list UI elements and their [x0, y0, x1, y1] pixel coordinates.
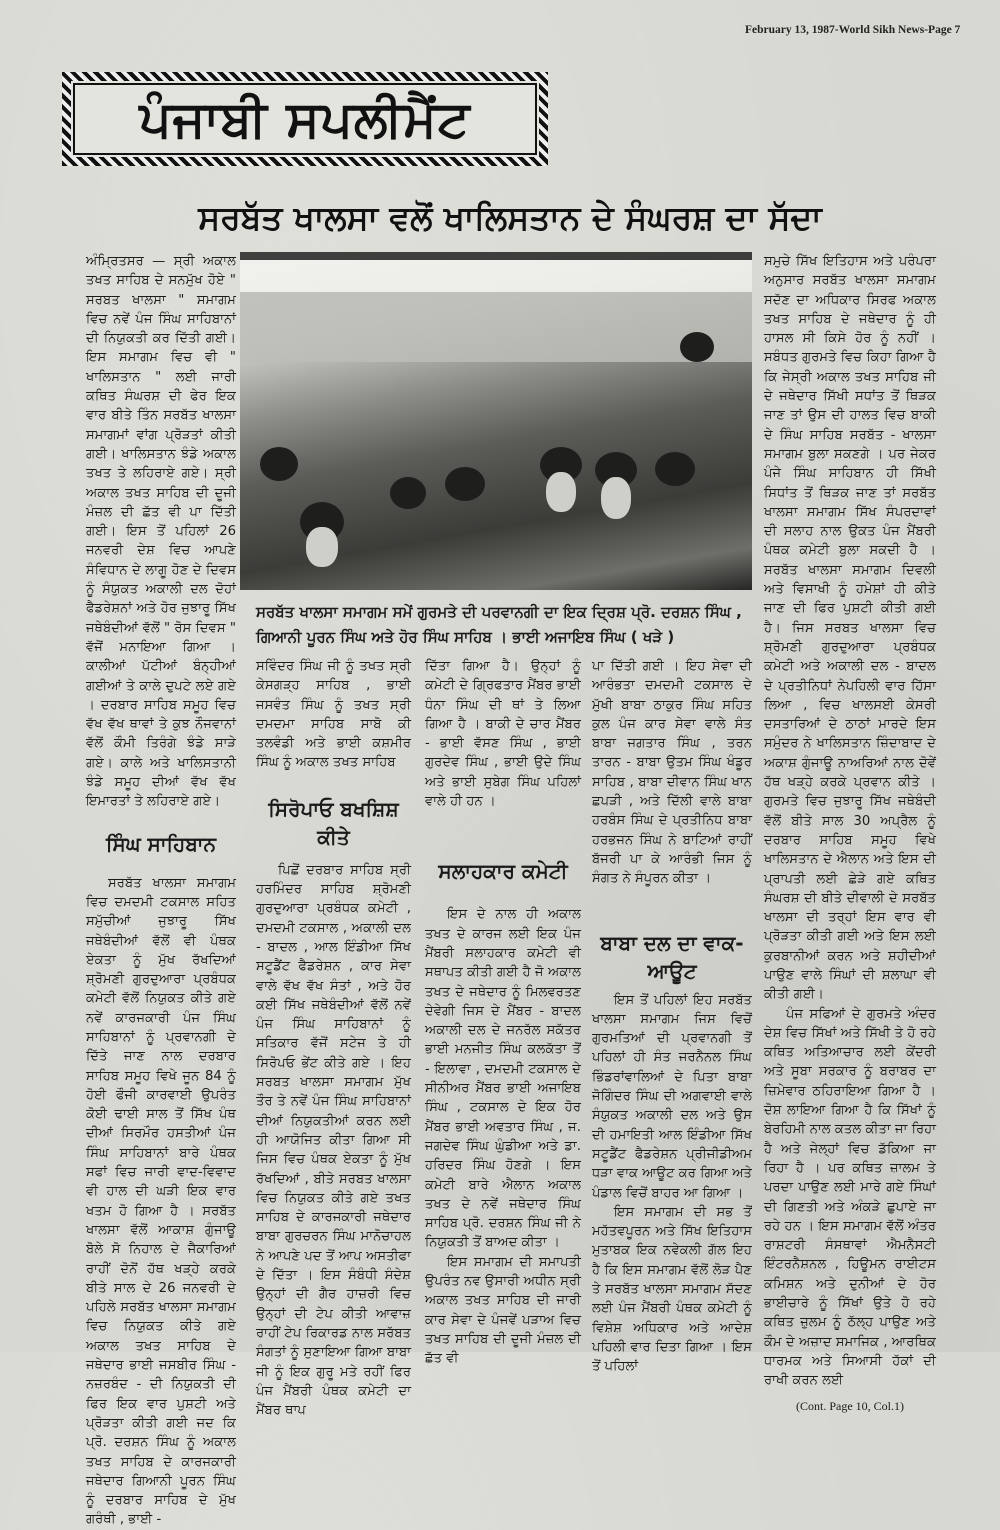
paragraph: ਪਿਛੋਂ ਦਰਬਾਰ ਸਾਹਿਬ ਸ੍ਰੀ ਹਰਮਿੰਦਰ ਸਾਹਿਬ ਸ਼੍ਰੋਮਣੀ ਗੁਰਦੁਆਰਾ ਪ੍ਰਬੰਧਕ ਕਮੇਟੀ , ਦਮਦਮੀ ਟਕਸਾਲ , ਅਕਾਲੀ ਦਲ - ਬਾਦਲ , ਆਲ ਇੰਡੀਆ ਸਿੱਖ ਸਟੂਡੈਂਟ ਫੈਡਰੇਸ਼ਨ , ਕਾਰ ਸੇਵਾ ਵਾਲੇ ਵੱਖ ਵੱਖ ਸੰਤਾਂ , ਅਤੇ ਹੋਰ ਕਈ ਸਿੱਖ ਜਥੇਬੰਦੀਆਂ ਵੱਲੋਂ ਨਵੇਂ ਪੰਜ ਸਿੰਘ ਸਾਹਿਬਾਨਾਂ ਨੂੰ ਸਤਿਕਾਰ ਵੱਜੋਂ ਸਟੇਜ ਤੇ ਹੀ ਸਿਰੋਪਓ ਭੇਂਟ ਕੀਤੇ ਗਏ । ਇਹ ਸਰਬਤ ਖਾਲਸਾ ਸਮਾਗਮ ਮੁੱਖ ਤੌਰ ਤੇ ਨਵੇਂ ਪੰਜ ਸਿੰਘ ਸਾਹਿਬਾਨਾਂ ਦੀਆਂ ਨਿਯੁਕਤੀਆਂ ਕਰਨ ਲਈ ਹੀ ਆਯੋਜਿਤ ਕੀਤਾ ਗਿਆ ਸੀ ਜਿਸ ਵਿਚ ਪੰਥਕ ਏਕਤਾ ਨੂੰ ਮੁੱਖ ਰੱਖਦਿਆਂ , ਬੀਤੇ ਸਰਬਤ ਖਾਲਸਾ ਵਿਚ ਨਿਯੁਕਤ ਕੀਤੇ ਗਏ ਤਖਤ ਸਾਹਿਬ ਦੇ ਕਾਰਜਕਾਰੀ ਜਥੇਦਾਰ ਬਾਬਾ ਗੁਰਚਰਨ ਸਿੰਘ ਮਾਨੋਚਾਹਲ ਨੇ ਆਪਣੇ ਪਦ ਤੋਂ ਆਪ ਅਸਤੀਫਾ ਦੇ ਦਿੱਤਾ । ਇਸ ਸੰਬੰਧੀ ਸੰਦੇਸ਼ ਉਨ੍ਹਾਂ ਦੀ ਗੈਰ ਹਾਜ਼ਰੀ ਵਿਚ ਉਨ੍ਹਾਂ ਦੀ ਟੇਪ ਕੀਤੀ ਆਵਾਜ਼ ਰਾਹੀਂ ਟੇਪ ਰਿਕਾਰਡ ਨਾਲ ਸਰੱਬਤ ਸੰਗਤਾਂ ਨੂੰ ਸੁਣਾਇਆ ਗਿਆ ਬਾਬਾ ਜੀ ਨੂੰ ਇਕ ਗੁਰੂ ਮਤੇ ਰਹੀਂ ਫਿਰ ਪੰਜ ਮੈਂਬਰੀ ਪੰਥਕ ਕਮੇਟੀ ਦਾ ਮੈਂਬਰ ਥਾਪ: [256, 862, 411, 1419]
paragraph: ਇਸ ਸਮਾਗਮ ਦੀ ਸਭ ਤੋਂ ਮਹੱਤਵਪੂਰਨ ਅਤੇ ਸਿੱਖ ਇਤਿਹਾਸ ਮੁਤਾਬਕ ਇਕ ਨਵੇਕਲੀ ਗੱਲ ਇਹ ਹੈ ਕਿ ਇਸ ਸਮਾਗਮ ਵੱਲੋਂ ਲੋੜ ਪੈਣ ਤੇ ਸਰਬੱਤ ਖਾਲਸਾ ਸਮਾਗਮ ਸੱਦਣ ਲਈ ਪੰਜ ਮੈਂਬਰੀ ਪੰਥਕ ਕਮੇਟੀ ਨੂੰ ਵਿਸ਼ੇਸ਼ ਅਧਿਕਾਰ ਅਤੇ ਆਦੇਸ਼ ਪਹਿਲੀ ਵਾਰ ਦਿਤਾ ਗਿਆ । ਇਸ ਤੋਂ ਪਹਿਲਾਂ: [592, 1204, 752, 1375]
column-3: [425, 657, 581, 1369]
masthead: [62, 72, 548, 166]
column-4: [592, 657, 752, 1377]
crowd-photo: [240, 252, 752, 590]
section-heading: ਬਾਬਾ ਦਲ ਦਾ ਵਾਕ- ਆਊਟ: [600, 930, 744, 983]
photo-figure: [601, 477, 631, 519]
paragraph: ਇਸ ਤੋਂ ਪਹਿਲਾਂ ਇਹ ਸਰਬੱਤ ਖਾਲਸਾ ਸਮਾਗਮ ਜਿਸ ਵਿਚੋਂ ਗੁਰਮਤਿਆਂ ਦੀ ਪ੍ਰਵਾਨਗੀ ਤੋਂ ਪਹਿਲਾਂ ਹੀ ਸੰਤ ਜਰਨੈਨਲ ਸਿੰਘ ਭਿੰਡਰਾਂਵਾਲਿਆਂ ਦੇ ਪਿਤਾ ਬਾਬਾ ਜੋਗਿੰਦਰ ਸਿੰਘ ਦੀ ਅਗਵਾਈ ਵਾਲੇ ਸੰਯੁਕਤ ਅਕਾਲੀ ਦਲ ਅਤੇ ਉਸ ਦੀ ਹਮਾਇਤੀ ਆਲ ਇੰਡੀਆ ਸਿੱਖ ਸਟੂਡੈਂਟ ਫੈਡਰੇਸ਼ਨ ਪ੍ਰੀਜੀਡੀਅਮ ਧੜਾ ਵਾਕ ਆਊਟ ਕਰ ਗਿਆ ਅਤੇ ਪੰਡਾਲ ਵਿਚੋਂ ਬਾਹਰ ਆ ਗਿਆ ।: [592, 992, 752, 1201]
paragraph: ਪੰਜ ਸਫਿਆਂ ਦੇ ਗੁਰਮਤੇ ਅੰਦਰ ਦੇਸ਼ ਵਿਚ ਸਿੱਖਾਂ ਅਤੇ ਸਿੱਖੀ ਤੇ ਹੋ ਰਹੇ ਕਥਿਤ ਅਤਿਆਚਾਰ ਲਈ ਕੇਂਦਰੀ ਅਤੇ ਸੂਬਾ ਸਰਕਾਰ ਨੂੰ ਬਰਾਬਰ ਦਾ ਜ਼ਿਮੇਵਾਰ ਠਹਿਰਾਇਆ ਗਿਆ ਹੈ । ਦੋਸ਼ ਲਾਇਆ ਗਿਆ ਹੈ ਕਿ ਸਿੱਖਾਂ ਨੂੰ ਬੇਰਹਿਮੀ ਨਾਲ ਕਤਲ ਕੀਤਾ ਜਾ ਰਿਹਾ ਹੈ ਅਤੇ ਜੇਲ੍ਹਾਂ ਵਿਚ ਡੱਕਿਆ ਜਾ ਰਿਹਾ ਹੈ । ਪਰ ਕਥਿਤ ਜ਼ਾਲਮ ਤੇ ਪਰਦਾ ਪਾਉਣ ਲਈ ਮਾਰੇ ਗਏ ਸਿੰਘਾਂ ਦੀ ਗਿਣਤੀ ਅਤੇ ਅੰਕੜੇ ਛੁਪਾਏ ਜਾ ਰਹੇ ਹਨ । ਇਸ ਸਮਾਗਮ ਵੱਲੋਂ ਅੰਤਰ ਰਾਸ਼ਟਰੀ ਸੰਸਥਾਵਾਂ ਐਮਨੈਸਟੀ ਇੰਟਰਨੈਸ਼ਨਲ , ਹਿਊਮਨ ਰਾਈਟਸ ਕਮਿਸ਼ਨ ਅਤੇ ਦੁਨੀਆਂ ਦੇ ਹੋਰ ਭਾਈਚਾਰੇ ਨੂੰ ਸਿੱਖਾਂ ਉਤੇ ਹੋ ਰਹੇ ਕਥਿਤ ਜ਼ੁਲਮ ਨੂੰ ਠੱਲ੍ਹ ਪਾਉਣ ਅਤੇ ਕੌਮ ਦੇ ਅਜ਼ਾਦ ਸਮਾਜਿਕ , ਆਰਥਿਕ ਧਾਰਮਕ ਅਤੇ ਸਿਆਸੀ ਹੱਕਾਂ ਦੀ ਰਾਖੀ ਕਰਨ ਲਈ: [764, 1006, 936, 1389]
paragraph: ਇਸ ਦੇ ਨਾਲ ਹੀ ਅਕਾਲ ਤਖਤ ਦੇ ਕਾਰਜ ਲਈ ਇਕ ਪੰਜ ਮੈਂਬਰੀ ਸਲਾਹਕਾਰ ਕਮੇਟੀ ਵੀ ਸਥਾਪਤ ਕੀਤੀ ਗਈ ਹੈ ਜੋ ਅਕਾਲ ਤਖਤ ਦੇ ਜਥੇਦਾਰ ਨੂੰ ਮਿਲਵਰਤਣ ਦੇਵੇਗੀ ਜਿਸ ਦੇ ਮੈਂਬਰ - ਬਾਦਲ ਅਕਾਲੀ ਦਲ ਦੇ ਜਨਰੱਲ ਸਕੱਤਰ ਭਾਈ ਮਨਜੀਤ ਸਿੰਘ ਕਲਕੱਤਾ ਤੋਂ - ਇਲਾਵਾ , ਦਮਦਮੀ ਟਕਸਾਲ ਦੇ ਸੀਨੀਅਰ ਮੈਂਬਰ ਭਾਈ ਅਜਾਇਬ ਸਿੰਘ , ਟਕਸਾਲ ਦੇ ਇਕ ਹੋਰ ਮੈਂਬਰ ਭਾਈ ਅਵਤਾਰ ਸਿੰਘ , ਜ. ਜਗਦੇਵ ਸਿੰਘ ਘੁੰਡੀਆ ਅਤੇ ਡਾ. ਹਰਿਦਰ ਸਿੰਘ ਹੋਣਗੇ । ਇਸ ਕਮੇਟੀ ਬਾਰੇ ਐਲਾਨ ਅਕਾਲ ਤਖਤ ਦੇ ਨਵੇਂ ਜਥੇਦਾਰ ਸਿੰਘ ਸਾਹਿਬ ਪ੍ਰੋ. ਦਰਸ਼ਨ ਸਿੰਘ ਜੀ ਨੇ ਨਿਯੁਕਤੀ ਤੋਂ ਬਾਅਦ ਕੀਤਾ ।: [425, 907, 581, 1251]
paragraph: ਸਮੁਚੇ ਸਿੱਖ ਇਤਿਹਾਸ ਅਤੇ ਪਰੰਪਰਾ ਅਨੁਸਾਰ ਸਰਬੱਤ ਖਾਲਸਾ ਸਮਾਗਮ ਸਦੱਣ ਦਾ ਅਧਿਕਾਰ ਸਿਰਫ ਅਕਾਲ ਤਖਤ ਸਾਹਿਬ ਦੇ ਜਥੇਦਾਰ ਨੂੰ ਹੀ ਹਾਸਲ ਸੀ ਕਿਸੇ ਹੋਰ ਨੂੰ ਨਹੀਂ । ਸਬੰਧਤ ਗੁਰਮਤੇ ਵਿਚ ਕਿਹਾ ਗਿਆ ਹੈ ਕਿ ਜੇਸ੍ਰੀ ਅਕਾਲ ਤਖਤ ਸਾਹਿਬ ਜੀ ਦੇ ਜਥੇਦਾਰ ਸਿੱਖੀ ਸਧਾਂਤ ਤੋਂ ਥਿੜਕ ਜਾਣ ਤਾਂ ਉਸ ਦੀ ਹਾਲਤ ਵਿਚ ਬਾਕੀ ਦੇ ਸਿੰਘ ਸਾਹਿਬ ਸਰਬੱਤ - ਖਾਲਸਾ ਸਮਾਗਮ ਬੁਲਾ ਸਕਣਗੇ । ਪਰ ਜੇਕਰ ਪੰਜੇ ਸਿੰਘ ਸਾਹਿਬਾਨ ਹੀ ਸਿੱਖੀ ਸਿਧਾਂਤ ਤੋਂ ਥਿੜਕ ਜਾਣ ਤਾਂ ਸਰਬੱਤ ਖਾਲਸਾ ਸਮਾਗਮ ਸਿੱਖ ਸੰਪਰਦਾਵਾਂ ਦੀ ਸਲਾਹ ਨਾਲ ਉਕਤ ਪੰਜ ਮੈਂਬਰੀ ਪੰਥਕ ਕਮੇਟੀ ਬੁਲਾ ਸਕਦੀ ਹੈ । ਸਰਬੱਤ ਖਾਲਸਾ ਸਮਾਗਮ ਦਿਵਲੀ ਅਤੇ ਵਿਸਾਖੀ ਨੂੰ ਹਮੇਸ਼ਾਂ ਹੀ ਕੀਤੇ ਜਾਣ ਦੀ ਫਿਰ ਪੁਸ਼ਟੀ ਕੀਤੀ ਗਈ ਹੈ। ਜਿਸ ਸਰਬਤ ਖਾਲਸਾ ਵਿਚ ਸ਼੍ਰੋਮਣੀ ਗੁਰਦੁਆਰਾ ਪ੍ਰਬੰਧਕ ਕਮੇਟੀ ਅਤੇ ਅਕਾਲੀ ਦਲ - ਬਾਦਲ ਦੇ ਪ੍ਰਤੀਨਿਧਾਂ ਨੇਪਹਿਲੀ ਵਾਰ ਹਿੱਸਾ ਲਿਆ , ਵਿਚ ਖਾਲਸਈ ਕੇਸਰੀ ਦਸਤਾਰਿਆਂ ਦੇ ਠਾਠਾਂ ਮਾਰਦੇ ਇਸ ਸਮੁੰਦਰ ਨੇ ਖਾਲਿਸਤਾਨ ਜ਼ਿੰਦਾਬਾਦ ਦੇ ਅਕਾਸ਼ ਗੁੰਜਾਊ ਨਾਅਰਿਆਂ ਨਾਲ ਦੋਵੇਂ ਹੱਥ ਖੜ੍ਹੇ ਕਰਕੇ ਪ੍ਰਵਾਨ ਕੀਤੇ । ਗੁਰਮਤੇ ਵਿਚ ਜੁਝਾਰੂ ਸਿੱਖ ਜਥੇਬੰਦੀ ਵੱਲੋਂ ਬੀਤੇ ਸਾਲ 30 ਅਪ੍ਰੈਲ ਨੂੰ ਦਰਬਾਰ ਸਾਹਿਬ ਸਮੂਹ ਵਿਖੇ ਖਾਲਿਸਤਾਨ ਦੇ ਐਲਾਨ ਅਤੇ ਇਸ ਦੀ ਪ੍ਰਾਪਤੀ ਲਈ ਛੇੜੇ ਗਏ ਕਥਿਤ ਸੰਘਰਸ਼ ਦੀ ਬੀਤੇ ਦੀਵਾਲੀ ਦੇ ਸਰਬੱਤ ਖਾਲਸਾ ਦੀ ਤਰ੍ਹਾਂ ਇਸ ਵਾਰ ਵੀ ਪ੍ਰੋੜਤਾ ਕੀਤੀ ਗਈ ਅਤੇ ਇਸ ਲਈ ਕੁਰਬਾਨੀਆਂ ਕਰਨ ਅਤੇ ਸ਼ਹੀਦੀਆਂ ਪਾਉਣ ਵਾਲੇ ਸਿੰਘਾਂ ਦੀ ਸ਼ਲਾਘਾ ਵੀ ਕੀਤੀ ਗਈ।: [764, 254, 936, 1003]
photo-figure: [445, 467, 485, 501]
continued-note: (Cont. Page 10, Col.1): [796, 1398, 904, 1413]
column-1: [86, 252, 236, 1530]
paragraph: ਸਵਿੰਦਰ ਸਿੰਘ ਜੀ ਨੂੰ ਤਖਤ ਸ੍ਰੀ ਕੇਸਗੜ੍ਹ ਸਾਹਿਬ , ਭਾਈ ਜਸਵੰਤ ਸਿੰਘ ਨੂੰ ਤਖਤ ਸ੍ਰੀ ਦਮਦਮਾ ਸਾਹਿਬ ਸਾਬੋ ਕੀ ਤਲਵੰਡੀ ਅਤੇ ਭਾਈ ਕਸ਼ਮੀਰ ਸਿੰਘ ਨੂੰ ਅਕਾਲ ਤਖਤ ਸਾਹਿਬ: [256, 659, 411, 771]
section-heading: ਸਿੰਘ ਸਾਹਿਬਾਨ: [105, 831, 217, 856]
photo-figure: [546, 472, 576, 512]
paragraph: ਦਿੱਤਾ ਗਿਆ ਹੈ। ਉਨ੍ਹਾਂ ਨੂੰ ਕਮੇਟੀ ਦੇ ਗ੍ਰਿਫਤਾਰ ਮੈਂਬਰ ਭਾਈ ਧੰਨਾ ਸਿੰਘ ਦੀ ਥਾਂ ਤੇ ਲਿਆ ਗਿਆ ਹੈ । ਬਾਕੀ ਦੇ ਚਾਰ ਮੈਂਬਰ - ਭਾਈ ਵੱਸਣ ਸਿੰਘ , ਭਾਈ ਗੁਰਦੇਵ ਸਿੰਘ , ਭਾਈ ਉਦੇ ਸਿੰਘ ਅਤੇ ਭਾਈ ਸੁਬੇਗ ਸਿੰਘ ਪਹਿਲਾਂ ਵਾਲੇ ਹੀ ਹਨ ।: [425, 659, 581, 810]
photo-caption: ਸਰਬੱਤ ਖਾਲਸਾ ਸਮਾਗਮ ਸਮੇਂ ਗੁਰਮਤੇ ਦੀ ਪਰਵਾਨਗੀ ਦਾ ਇਕ ਦ੍ਰਿਸ਼ ਪ੍ਰੋ. ਦਰਸ਼ਨ ਸਿੰਘ , ਗਿਆਨੀ ਪੂਰਨ ਸਿੰਘ ਅਤੇ ਹੋਰ ਸਿੰਘ ਸਾਹਿਬ । ਭਾਈ ਅਜਾਇਬ ਸਿੰਘ ( ਖੜੇ ): [256, 603, 742, 646]
article-lead: ਅੰਮ੍ਰਿਤਸਰ — ਸ੍ਰੀ ਅਕਾਲ ਤਖਤ ਸਾਹਿਬ ਦੇ ਸਨਮੁੱਖ ਹੋਏ " ਸਰਬਤ ਖਾਲਸਾ " ਸਮਾਗਮ ਵਿਚ ਨਵੇਂ ਪੰਜ ਸਿੰਘ ਸਾਹਿਬਾਨਾਂ ਦੀ ਨਿਯੁਕਤੀ ਕਰ ਦਿੱਤੀ ਗਈ। ਇਸ ਸਮਾਗਮ ਵਿਚ ਵੀ " ਖਾਲਿਸਤਾਨ " ਲਈ ਜਾਰੀ ਕਥਿਤ ਸੰਘਰਸ਼ ਦੀ ਫੇਰ ਇਕ ਵਾਰ ਬੀਤੇ ਤਿੰਨ ਸਰਬੱਤ ਖਾਲਸਾ ਸਮਾਗਮਾਂ ਵਾਂਗ ਪ੍ਰੋੜਤਾਂ ਕੀਤੀ ਗਈ। ਖਾਲਿਸਤਾਨ ਝੰਡੇ ਅਕਾਲ ਤਖਤ ਤੇ ਲਹਿਰਾਏ ਗਏ। ਸ੍ਰੀ ਅਕਾਲ ਤਖਤ ਸਾਹਿਬ ਦੀ ਦੂਜੀ ਮੰਜ਼ਲ ਦੀ ਛੱਤ ਵੀ ਪਾ ਦਿੱਤੀ ਗਈ। ਇਸ ਤੋਂ ਪਹਿਲਾਂ 26 ਜਨਵਰੀ ਦੇਸ਼ ਵਿਚ ਆਪਣੇ ਸੰਵਿਧਾਨ ਦੇ ਲਾਗੂ ਹੋਣ ਦੇ ਦਿਵਸ ਨੂੰ ਸੰਯੁਕਤ ਅਕਾਲੀ ਦਲ ਦੋਹਾਂ ਫੈਡਰੇਸ਼ਨਾਂ ਅਤੇ ਹੋਰ ਜੁਝਾਰੂ ਸਿੱਖ ਜਥੇਬੰਦੀਆਂ ਵੱਲੋਂ " ਰੋਸ ਦਿਵਸ " ਵੱਜੋਂ ਮਨਾਇਆ ਗਿਆ । ਕਾਲੀਆਂ ਪੱਟੀਆਂ ਬੰਨ੍ਹੀਆਂ ਗਈਆਂ ਤੇ ਕਾਲੇ ਦੁਪਟੇ ਲਏ ਗਏ । ਦਰਬਾਰ ਸਾਹਿਬ ਸਮੂਹ ਵਿਚ ਵੱਖ ਵੱਖ ਥਾਵਾਂ ਤੇ ਕੁਝ ਨੌਜਵਾਨਾਂ ਵੱਲੋਂ ਕੌਮੀ ਤਿਰੰਗੇ ਝੰਡੇ ਸਾੜੇ ਗਏ। ਕਾਲੇ ਅਤੇ ਖਾਲਿਸਤਾਨੀ ਝੰਡੇ ਸਮੂਹ ਦੀਆਂ ਵੱਖ ਵੱਖ ਇਮਾਰਤਾਂ ਤੇ ਲਹਿਰਾਏ ਗਏ।: [86, 254, 236, 810]
dateline: February 13, 1987-World Sikh News-Page 7: [745, 24, 961, 36]
photo-figure: [260, 447, 298, 481]
photo-figure: [680, 332, 714, 362]
section-heading: ਸਲਾਹਕਾਰ ਕਮੇਟੀ: [438, 859, 568, 884]
paragraph: ਸਰਬੱਤ ਖਾਲਸਾ ਸਮਾਗਮ ਵਿਚ ਦਮਦਮੀ ਟਕਸਾਲ ਸਹਿਤ ਸਮੁੱਚੀਆਂ ਜੁਝਾਰੂ ਸਿੱਖ ਜਥੇਬੰਦੀਆਂ ਵੱਲੋਂ ਵੀ ਪੰਥਕ ਏਕਤਾ ਨੂੰ ਮੁੱਖ ਰੱਖਦਿਆਂ ਸ਼੍ਰੋਮਣੀ ਗੁਰਦੁਆਰਾ ਪ੍ਰਬੰਧਕ ਕਮੇਟੀ ਵੱਲੋਂ ਨਿਯੁਕਤ ਕੀਤੇ ਗਏ ਨਵੇਂ ਕਾਰਜਕਾਰੀ ਪੰਜ ਸਿੰਘ ਸਾਹਿਬਾਨਾਂ ਨੂੰ ਪ੍ਰਵਾਨਗੀ ਦੇ ਦਿੱਤੇ ਜਾਣ ਨਾਲ ਦਰਬਾਰ ਸਾਹਿਬ ਸਮੂਹ ਵਿਖੇ ਜੂਨ 84 ਨੂੰ ਹੋਈ ਫੌਜੀ ਕਾਰਵਾਈ ਉਪਰੰਤ ਕੋਈ ਢਾਈ ਸਾਲ ਤੋਂ ਸਿੱਖ ਪੰਥ ਦੀਆਂ ਸਿਰਮੌਰ ਹਸਤੀਆਂ ਪੰਜ ਸਿੰਘ ਸਾਹਿਬਾਨਾਂ ਬਾਰੇ ਪੰਥਕ ਸਫਾਂ ਵਿਚ ਜਾਰੀ ਵਾਦ-ਵਿਵਾਦ ਵੀ ਹਾਲ ਦੀ ਘੜੀ ਇਕ ਵਾਰ ਖਤਮ ਹੋ ਗਿਆ ਹੈ । ਸਰਬੱਤ ਖਾਲਸਾ ਵੱਲੋਂ ਆਕਾਸ਼ ਗੁੰਜਾਊ ਬੋਲੇ ਸੋ ਨਿਹਾਲ ਦੇ ਜੈਕਾਰਿਆਂ ਰਾਹੀਂ ਦੋਨੋਂ ਹੱਥ ਖੜ੍ਹੇ ਕਰਕੇ ਬੀਤੇ ਸਾਲ ਦੇ 26 ਜਨਵਰੀ ਦੇ ਪਹਿਲੇ ਸਰਬੱਤ ਖਾਲਸਾ ਸਮਾਗਮ ਵਿਚ ਨਿਯੁਕਤ ਕੀਤੇ ਗਏ ਅਕਾਲ ਤਖਤ ਸਾਹਿਬ ਦੇ ਜਥੇਦਾਰ ਭਾਈ ਜਸਬੀਰ ਸਿੰਘ - ਨਜ਼ਰਬੰਦ - ਦੀ ਨਿਯੁਕਤੀ ਦੀ ਫਿਰ ਇਕ ਵਾਰ ਪੁਸ਼ਟੀ ਅਤੇ ਪ੍ਰੋੜਤਾ ਕੀਤੀ ਗਈ ਜਦ ਕਿ ਪ੍ਰੋ. ਦਰਸ਼ਨ ਸਿੰਘ ਨੂੰ ਅਕਾਲ ਤਖਤ ਸਾਹਿਬ ਦੇ ਕਾਰਜਕਾਰੀ ਜਥੇਦਾਰ ਗਿਆਨੀ ਪੂਰਨ ਸਿੰਘ ਨੂੰ ਦਰਬਾਰ ਸਾਹਿਬ ਦੇ ਮੁੱਖ ਗਰੰਥੀ , ਭਾਈ -: [86, 875, 236, 1528]
headline: ਸਰਬੱਤ ਖਾਲਸਾ ਵਲੋਂ ਖਾਲਿਸਤਾਨ ਦੇ ਸੰਘਰਸ਼ ਦਾ ਸੱਦਾ: [198, 198, 822, 237]
photo-figure: [390, 477, 426, 509]
photo-figure: [306, 527, 338, 567]
paragraph: ਪਾ ਦਿੱਤੀ ਗਈ । ਇਹ ਸੇਵਾ ਦੀ ਆਰੰਭਤਾ ਦਮਦਮੀ ਟਕਸਾਲ ਦੇ ਮੁੱਖੀ ਬਾਬਾ ਠਾਕੁਰ ਸਿੰਘ ਸਹਿਤ ਕੁਲ ਪੰਜ ਕਾਰ ਸੇਵਾ ਵਾਲੇ ਸੰਤ ਬਾਬਾ ਜਗਤਾਰ ਸਿੰਘ , ਤਰਨ ਤਾਰਨ - ਬਾਬਾ ਉਤਮ ਸਿੰਘ ਖੰਡੂਰ ਸਾਹਿਬ , ਬਾਬਾ ਦੀਵਾਨ ਸਿੰਘ ਖਾਨ ਛਪੜੀ , ਅਤੇ ਦਿੱਲੀ ਵਾਲੇ ਬਾਬਾ ਹਰਬੰਸ ਸਿੰਘ ਦੇ ਪ੍ਰਤੀਨਿਧ ਬਾਬਾ ਹਰਭਜਨ ਸਿੰਘ ਨੇ ਬਾਟਿਆਂ ਰਾਹੀਂ ਬੱਜਰੀ ਪਾ ਕੇ ਆਰੰਭੀ ਜਿਸ ਨੂੰ ਸੰਗਤ ਨੇ ਸੰਪੂਰਨ ਕੀਤਾ ।: [592, 659, 752, 887]
tent-canopy: [240, 252, 752, 362]
photo-figure: [655, 452, 695, 486]
paragraph: ਇਸ ਸਮਾਗਮ ਦੀ ਸਮਾਪਤੀ ਉਪਰੰਤ ਨਵ ਉਸਾਰੀ ਅਧੀਨ ਸ੍ਰੀ ਅਕਾਲ ਤਖਤ ਸਾਹਿਬ ਦੀ ਜਾਰੀ ਕਾਰ ਸੇਵਾ ਦੇ ਪੰਜਵੇਂ ਪੜਾਅ ਵਿਚ ਤਖਤ ਸਾਹਿਬ ਦੀ ਦੂਜੀ ਮੰਜ਼ਲ ਦੀ ਛੱਤ ਵੀ: [425, 1254, 581, 1367]
section-heading: ਸਿਰੋਪਾਓ ਬਖਸ਼ਿਸ਼ ਕੀਤੇ: [268, 796, 399, 849]
masthead-title: ਪੰਜਾਬੀ ਸਪਲੀਮੈਂਟ: [139, 89, 471, 148]
column-2: [256, 657, 411, 1420]
column-5: [764, 252, 936, 1416]
